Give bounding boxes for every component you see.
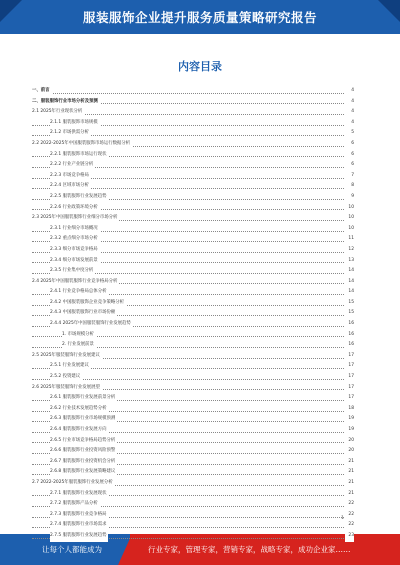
toc-entry[interactable] (32, 224, 354, 235)
toc-entry-page: 10 (345, 213, 354, 224)
toc-entry-label: 2.2.3 市场竞争格局 (50, 171, 91, 182)
toc-entry-label: 2.1.2 市场供需分析 (50, 128, 91, 139)
toc-entry-page: 15 (345, 298, 354, 309)
toc-entry-page: 14 (345, 287, 354, 298)
toc-entry-page: 6 (345, 139, 354, 150)
toc-entry[interactable] (32, 150, 354, 161)
toc-entry-label: 1. 市场规模分析 (62, 330, 96, 341)
toc-entry-page: 22 (345, 499, 354, 510)
toc-entry-page: 16 (345, 340, 354, 351)
toc-entry[interactable] (32, 372, 354, 383)
toc-entry[interactable] (32, 446, 354, 457)
toc-dot-leader (32, 93, 346, 94)
toc-entry[interactable] (32, 510, 354, 521)
toc-entry[interactable] (32, 86, 354, 97)
toc-entry-label: 2.3.5 行业集中度分析 (50, 266, 95, 277)
toc-entry-page: 19 (345, 425, 354, 436)
toc-entry-page: 10 (345, 203, 354, 214)
toc-entry-label: 2.6.2 行业技术发展趋势分析 (50, 404, 108, 415)
toc-entry[interactable] (32, 436, 354, 447)
toc-entry-label: 2.2.4 区域市场分析 (50, 181, 91, 192)
toc-entry-page: 19 (345, 414, 354, 425)
toc-entry[interactable] (32, 234, 354, 245)
toc-entry[interactable] (32, 213, 354, 224)
toc-entry-label: 2.2.2 行业产业链分析 (50, 160, 95, 171)
toc-entry-page: 21 (345, 467, 354, 478)
toc-entry-page: 13 (345, 256, 354, 267)
toc-entry[interactable] (32, 330, 354, 341)
toc-entry[interactable] (32, 393, 354, 404)
toc-entry-page: 17 (345, 351, 354, 362)
footer-slogan-left: 让每个人都能成为 (42, 545, 102, 554)
toc-entry-page: 20 (345, 446, 354, 457)
toc-entry-label: 2.1 2025年行业现状分析 (32, 107, 84, 118)
toc-entry-label: 一、前言 (32, 86, 52, 97)
toc-entry[interactable] (32, 298, 354, 309)
toc-entry-page: 16 (345, 330, 354, 341)
toc-entry[interactable] (32, 308, 354, 319)
toc-entry[interactable] (32, 139, 354, 150)
header-banner (0, 0, 400, 34)
toc-entry[interactable] (32, 351, 354, 362)
toc-entry-page: 22 (345, 520, 354, 531)
toc-entry-label: 2.1.1 服装服饰市场规模 (50, 118, 100, 129)
toc-entry-page: 22 (345, 510, 354, 521)
toc-entry-page: 6 (345, 160, 354, 171)
toc-entry-label: 2.2.5 服装服饰行业发展趋势 (50, 192, 108, 203)
toc-entry[interactable] (32, 118, 354, 129)
toc-entry-page: 4 (345, 86, 354, 97)
toc-entry-page: 5 (345, 128, 354, 139)
toc-entry-label: 2.6.1 服装服饰行业发展前景分析 (50, 393, 117, 404)
toc-entry-label: 2.7.2 服装服饰产品分析 (50, 499, 100, 510)
toc-entry[interactable] (32, 478, 354, 489)
toc-entry-page: 8 (345, 181, 354, 192)
toc-entry-label: 2.4.4 2025年中国服装服饰行业发展趋势 (50, 319, 133, 330)
toc-entry[interactable] (32, 277, 354, 288)
toc-entry-page: 20 (345, 436, 354, 447)
toc-entry-label: 2.3.2 重点细分市场分析 (50, 234, 100, 245)
toc-entry-page: 14 (345, 277, 354, 288)
toc-entry[interactable] (32, 128, 354, 139)
toc-entry-page: 4 (345, 97, 354, 108)
toc-entry-page: 7 (345, 171, 354, 182)
toc-entry-label: 2.7.1 服装服饰行业发展现状 (50, 489, 108, 500)
toc-entry-label: 2.5.2 投资建议 (50, 372, 82, 383)
toc-entry-label: 2.6.3 服装服饰行业市场规模预测 (50, 414, 117, 425)
toc-entry-page: 4 (345, 118, 354, 129)
toc-entry-page: 11 (345, 234, 354, 245)
toc-entry[interactable] (32, 266, 354, 277)
toc-entry-label: 2.7.4 服装服饰行业市场需求 (50, 520, 108, 531)
toc-entry[interactable] (32, 181, 354, 192)
toc-entry-label: 2.2.1 服装服饰市场运行现状 (50, 150, 108, 161)
toc-entry-label: 2.3.3 细分市场竞争格局 (50, 245, 100, 256)
toc-entry-label: 2.3.1 行业细分市场概况 (50, 224, 100, 235)
toc-entry-label: 2.4.2 中国服装服饰企业竞争策略分析 (50, 298, 126, 309)
toc-entry[interactable] (32, 457, 354, 468)
toc-entry-page: 17 (345, 372, 354, 383)
toc-entry[interactable] (32, 160, 354, 171)
toc-entry-label: 2.4.1 行业竞争格局总体分析 (50, 287, 108, 298)
toc-entry[interactable] (32, 203, 354, 214)
toc-entry-page: 21 (345, 489, 354, 500)
toc-entry-page: 9 (345, 192, 354, 203)
toc-entry-page: 4 (345, 107, 354, 118)
toc-entry-label: 2.6.8 服装服饰行业发展策略建议 (50, 467, 117, 478)
toc-entry-label: 2.4 2025年中国服装服饰行业竞争格局分析 (32, 277, 119, 288)
toc-entry-page: 23 (345, 531, 354, 542)
toc-entry-page: 16 (345, 319, 354, 330)
toc-entry-label: 2.5 2025年服装服饰行业发展建议 (32, 351, 102, 362)
toc-entry-label: 2.6.5 行业市场竞争格局趋势分析 (50, 436, 117, 447)
toc-entry-page: 17 (345, 383, 354, 394)
toc-entry-label: 2.7 2022-2025年服装服饰行业发展分析 (32, 478, 115, 489)
toc-entry-page: 15 (345, 308, 354, 319)
toc-entry-label: 2.6.4 服装服饰行业发展方向 (50, 425, 108, 436)
toc-entry-page: 10 (345, 224, 354, 235)
toc-entry[interactable] (32, 404, 354, 415)
toc-entry-label: 2.3.4 细分市场发展前景 (50, 256, 100, 267)
toc-entry[interactable] (32, 499, 354, 510)
toc-entry-page: 17 (345, 361, 354, 372)
toc-entry[interactable] (32, 245, 354, 256)
toc-heading: 内容目录 (178, 60, 222, 73)
toc-entry-page: 18 (345, 404, 354, 415)
toc-entry[interactable] (32, 361, 354, 372)
toc-entry-page: 17 (345, 393, 354, 404)
toc-entry-label: 2.6 2025年服装服饰行业发展展望 (32, 383, 102, 394)
toc-entry[interactable] (32, 340, 354, 351)
toc-entry[interactable] (32, 171, 354, 182)
toc-entry-label: 2.2 2022-2025年中国服装服饰市场运行数据分析 (32, 139, 132, 150)
toc-entry[interactable] (32, 256, 354, 267)
toc-entry[interactable] (32, 520, 354, 531)
page-number: 1 (341, 516, 344, 521)
toc-entry-page: 21 (345, 457, 354, 468)
table-of-contents (32, 86, 354, 542)
toc-entry-label: 2.7.5 服装服饰行业发展趋势 (50, 531, 108, 542)
report-title: 服装服饰企业提升服务质量策略研究报告 (82, 10, 317, 25)
toc-entry-label: 二、服装服饰行业市场分析及预测 (32, 97, 100, 108)
toc-entry[interactable] (32, 425, 354, 436)
toc-entry[interactable] (32, 467, 354, 478)
toc-entry-label: 2.3 2025年中国服装服饰行业细分市场分析 (32, 213, 119, 224)
toc-entry-label: 2. 行业发展前景 (62, 340, 96, 351)
toc-entry-label: 2.4.3 中国服装服饰行业市场份额 (50, 308, 117, 319)
toc-entry[interactable] (32, 107, 354, 118)
toc-entry-label: 2.5.1 行业发展建议 (50, 361, 91, 372)
toc-entry-page: 6 (345, 150, 354, 161)
toc-entry-label: 2.2.6 行业政策环境分析 (50, 203, 100, 214)
toc-entry-page: 12 (345, 245, 354, 256)
toc-entry[interactable] (32, 383, 354, 394)
footer-slogan-right: 行业专家，管理专家，营销专家，战略专家，成功企业家…… (148, 545, 351, 554)
toc-entry[interactable] (32, 287, 354, 298)
toc-entry-label: 2.7.3 服装服饰行业竞争格局 (50, 510, 108, 521)
toc-entry-label: 2.6.6 服装服饰行业投资风险预警 (50, 446, 117, 457)
toc-entry[interactable] (32, 97, 354, 108)
toc-entry-page: 14 (345, 266, 354, 277)
toc-entry[interactable] (32, 414, 354, 425)
toc-entry[interactable] (32, 192, 354, 203)
toc-entry[interactable] (32, 319, 354, 330)
toc-entry-page: 21 (345, 478, 354, 489)
toc-entry[interactable] (32, 489, 354, 500)
toc-entry-label: 2.6.7 服装服饰行业投资机会分析 (50, 457, 117, 468)
